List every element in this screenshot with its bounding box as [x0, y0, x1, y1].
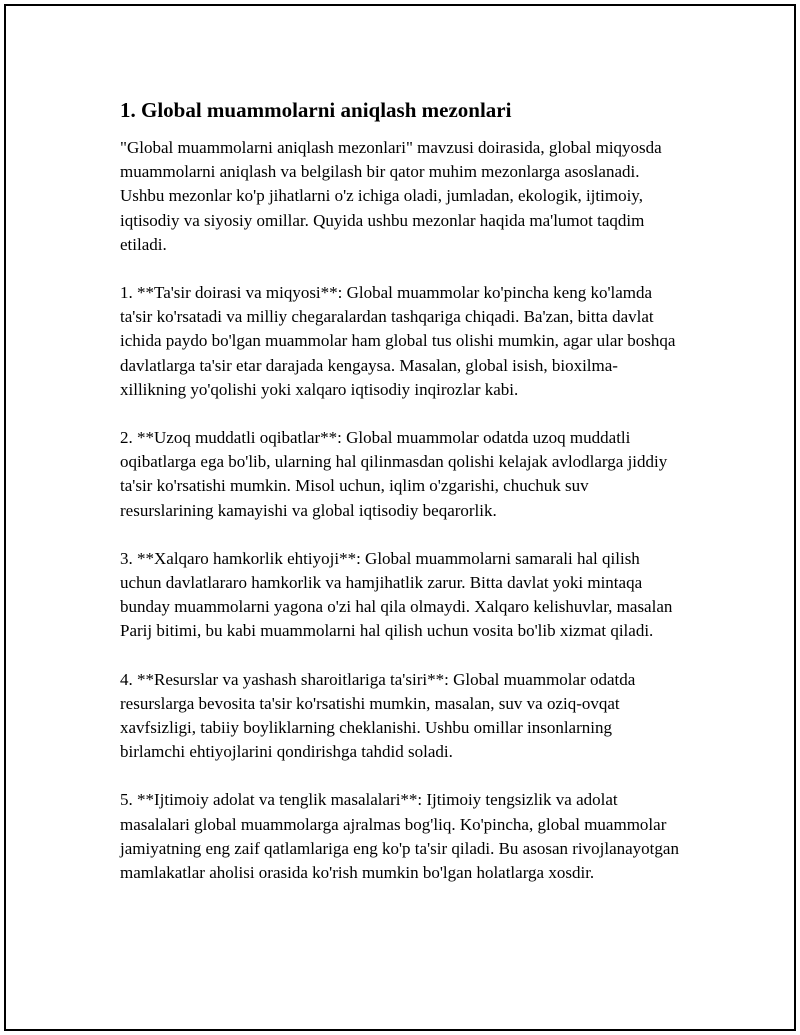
- criterion-paragraph-2: 2. **Uzoq muddatli oqibatlar**: Global muammolar odatda uzoq muddatli oqibatlarga ega bo'lib, ularning hal qilinmasdan qolishi kelajak avlodlarga jiddiy ta'sir ko'rsatishi mumkin. Misol uchun, iqlim o'zgarishi, chuchuk suv resurslarining kamayishi va global iqtisodiy beqarorlik.: [120, 428, 668, 520]
- document-page: [4, 4, 796, 1031]
- criterion-paragraph-4: 4. **Resurslar va yashash sharoitlariga ta'siri**: Global muammolar odatda resurslarga bevosita ta'sir ko'rsatishi mumkin, masalan, suv va oziq-ovqat xavfsizligi, tabiiy boyliklarning cheklanishi. Ushbu omillar insonlarning birlamchi ehtiyojlarini qondirishga tahdid soladi.: [120, 669, 636, 762]
- criterion-paragraph-1: 1. **Ta'sir doirasi va miqyosi**: Global muammolar ko'pincha keng ko'lamda ta'sir ko'rsatadi va milliy chegaralardan tashqariga chiqadi. Ba'zan, bitta davlat ichida paydo bo'lgan muammolar ham global tus olishi mumkin, agar ular boshqa davlatlarga ta'sir etar darajada kengaysa. Masalan, global isish, bioxilma-xillikning yo'qolishi yoki xalqaro iqtisodiy inqirozlar kabi.: [120, 283, 676, 399]
- criterion-paragraph-5: 5. **Ijtimoiy adolat va tenglik masalalari**: Ijtimoiy tengsizlik va adolat masalalari global muammolarga ajralmas bog'liq. Ko'pincha, global muammolar jamiyatning eng zaif qatlamlariga eng ko'p ta'sir qiladi. Bu asosan rivojlanayotgan mamlakatlar aholisi orasida ko'rish mumkin bo'lgan holatlarga xosdir.: [120, 790, 679, 883]
- intro-paragraph: "Global muammolarni aniqlash mezonlari" mavzusi doirasida, global miqyosda muammolarni aniqlash va belgilash bir qator muhim mezonlarga asoslanadi. Ushbu mezonlar ko'p jihatlarni o'z ichiga oladi, jumladan, ekologik, ijtimoiy, iqtisodiy va siyosiy omillar. Quyida ushbu mezonlar haqida ma'lumot taqdim etiladi.: [120, 138, 662, 254]
- document-title: 1. Global muammolarni aniqlash mezonlari: [120, 98, 512, 122]
- document-body: [120, 96, 680, 909]
- criterion-paragraph-3: 3. **Xalqaro hamkorlik ehtiyoji**: Global muammolarni samarali hal qilish uchun davlatlararo hamkorlik va hamjihatlik zarur. Bitta davlat yoki mintaqa bunday muammolarni yagona o'zi hal qila olmaydi. Xalqaro kelishuvlar, masalan Parij bitimi, bu kabi muammolarni hal qilish uchun vosita bo'lib xizmat qiladi.: [120, 548, 673, 641]
